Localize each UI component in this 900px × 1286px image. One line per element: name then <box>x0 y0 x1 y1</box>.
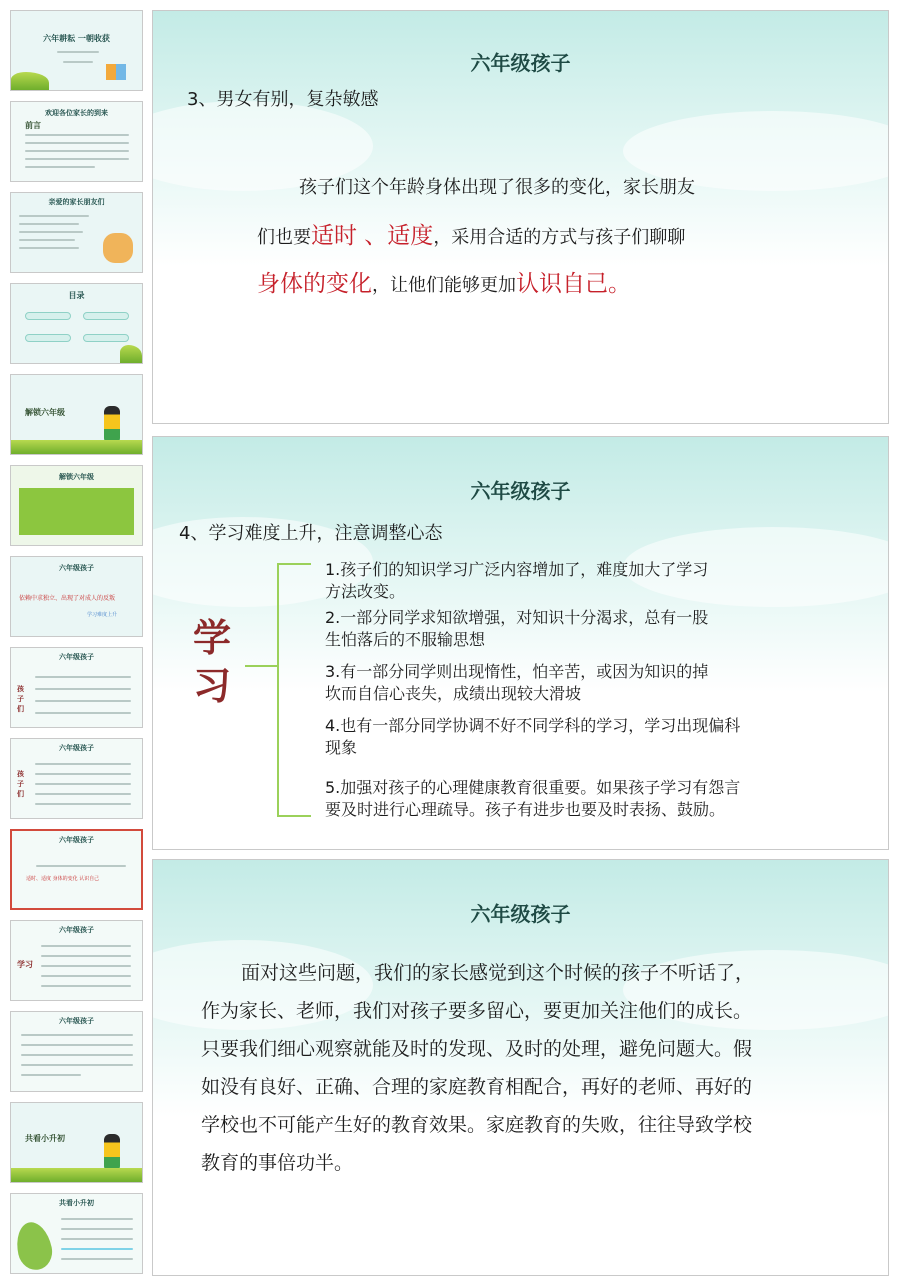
thumbnail-3[interactable] <box>10 192 143 273</box>
thumbnail-title: 六年级孩子 <box>59 564 94 572</box>
slide-title: 六年级孩子 <box>470 51 571 75</box>
thumbnail-2[interactable] <box>10 101 143 182</box>
slide-title: 六年级孩子 <box>470 902 571 926</box>
text: 们也要 <box>257 227 311 248</box>
thumbnail-5[interactable] <box>10 374 143 455</box>
thumbnail-title: 六年级孩子 <box>59 926 94 934</box>
text-line <box>41 985 131 987</box>
thumbnail-title: 六年级孩子 <box>59 653 94 661</box>
thumbnail-title: 六年级孩子 <box>59 744 94 752</box>
text-line <box>41 965 131 967</box>
text-line <box>25 134 129 136</box>
paragraph-line: 面对这些问题，我们的家长感觉到这个时候的孩子不听话了， <box>241 962 755 984</box>
text-line <box>57 51 99 53</box>
point-line: 3.有一部分同学则出现惰性，怕辛苦，或因为知识的掉 <box>325 662 709 681</box>
paragraph-line: 只要我们细心观察就能及时的发现、及时的处理，避免问题大。假 <box>201 1038 753 1060</box>
text-line <box>19 239 75 241</box>
point-line: 1.孩子们的知识学习广泛内容增加了，难度加大了学习 <box>325 560 709 579</box>
bracket-stem <box>245 665 277 667</box>
text-line <box>61 1238 133 1240</box>
study-point <box>325 607 708 651</box>
slide-parent-attention[interactable] <box>152 859 889 1276</box>
paragraph-line: 作为家长、老师，我们对孩子要多留心，要更加关注他们的成长。 <box>201 1000 753 1022</box>
text-line <box>35 773 131 775</box>
highlight-text: 身体的变化 <box>257 271 372 297</box>
text: 孩子们这个年龄身体出现了很多的变化，家长朋友 <box>299 177 695 198</box>
text-line <box>21 1054 133 1056</box>
thumbnail-red-text: 适时、适度 身体的变化 认识自己 <box>26 876 100 882</box>
kids-illustration <box>103 233 133 263</box>
thumbnail-title: 亲爱的家长朋友们 <box>48 198 105 206</box>
point-line: 现象 <box>325 738 358 757</box>
thumbnail-9[interactable] <box>10 738 143 819</box>
grass-decoration <box>11 1168 143 1182</box>
study-char: 学 <box>193 616 232 660</box>
thumbnail-title: 解锁六年级 <box>59 473 94 481</box>
point-line: 2.一部分同学求知欲增强，对知识十分渴求，总有一股 <box>325 608 709 627</box>
girl-illustration <box>104 1134 120 1172</box>
highlight-text: 认识自己 <box>516 271 608 297</box>
thumbnail-subtitle: 前言 <box>25 121 41 130</box>
thumbnail-side-word: 孩子们 <box>17 685 24 713</box>
point-line: 生怕落后的不服输思想 <box>325 630 486 649</box>
text-line <box>35 793 131 795</box>
study-point <box>325 715 740 759</box>
thumbnail-10-selected[interactable] <box>10 829 143 910</box>
thumbnail-title: 六年级孩子 <box>59 1017 94 1025</box>
section-heading: 3、男女有别，复杂敏感 <box>187 89 379 110</box>
thumbnail-4[interactable] <box>10 283 143 364</box>
thumbnail-title: 解锁六年级 <box>25 408 65 417</box>
paragraph-line <box>299 173 695 199</box>
text-line <box>41 955 131 957</box>
thumbnail-6[interactable] <box>10 465 143 546</box>
paragraph-line: 如没有良好、正确、合理的家庭教育相配合，再好的老师、再好的 <box>201 1076 753 1098</box>
text: ，采用合适的方式与孩子们聊聊 <box>433 227 686 248</box>
point-line: 4.也有一部分同学协调不好不同学科的学习，学习出现偏科 <box>325 716 741 735</box>
text-line <box>19 215 89 217</box>
thumbnail-title: 六年耕耘 一朝收获 <box>43 34 110 43</box>
text-line <box>35 763 131 765</box>
thumbnail-title: 共看小升初 <box>59 1199 94 1207</box>
text: 。 <box>608 271 631 297</box>
text-line <box>21 1044 133 1046</box>
thumbnail-7[interactable] <box>10 556 143 637</box>
text-line <box>35 803 131 805</box>
text-line <box>25 166 95 168</box>
point-line: 坎而自信心丧失，成绩出现较大滑坡 <box>325 684 582 703</box>
study-point <box>325 661 708 705</box>
study-point <box>325 777 740 821</box>
thumbnail-1[interactable] <box>10 10 143 91</box>
thumbnail-title: 六年级孩子 <box>59 836 94 844</box>
text-line <box>21 1074 81 1076</box>
text-line <box>25 142 129 144</box>
text-line <box>19 231 83 233</box>
text-line <box>61 1248 133 1250</box>
section-heading: 4、学习难度上升，注意调整心态 <box>179 523 443 544</box>
text-line <box>35 783 131 785</box>
text-line <box>35 676 131 678</box>
thumbnail-title: 目录 <box>68 291 85 300</box>
text-line <box>19 223 79 225</box>
text-line <box>61 1258 133 1260</box>
grass-decoration <box>11 440 143 454</box>
girl-illustration <box>104 406 120 444</box>
bracket <box>277 563 311 817</box>
thumbnail-14[interactable] <box>10 1193 143 1274</box>
text-line <box>61 1218 133 1220</box>
book-decoration <box>106 64 126 80</box>
text-line <box>35 700 131 702</box>
point-line: 5.加强对孩子的心理健康教育很重要。如果孩子学习有怨言 <box>325 778 741 797</box>
slide-title: 六年级孩子 <box>470 479 571 503</box>
text-line <box>61 1228 133 1230</box>
paragraph-line <box>257 217 685 250</box>
text-line <box>21 1034 133 1036</box>
thumbnail-8[interactable] <box>10 647 143 728</box>
text-line <box>19 247 79 249</box>
toc-item <box>25 334 71 342</box>
leaf-illustration <box>12 1219 55 1273</box>
study-char: 习 <box>193 663 232 708</box>
text: ，让他们能够更加 <box>372 275 516 296</box>
slide-gender-sensitivity[interactable] <box>152 10 889 424</box>
thumbnail-title: 欢迎各位家长的到来 <box>45 109 108 117</box>
thumbnail-blue-text: 学习难度上升 <box>87 612 118 618</box>
point-line: 要及时进行心理疏导。孩子有进步也要及时表扬、鼓励。 <box>325 800 726 819</box>
text-line <box>21 1064 133 1066</box>
study-point <box>325 559 708 603</box>
grass-decoration <box>120 345 142 363</box>
text-line <box>41 975 131 977</box>
text-line <box>63 61 93 63</box>
text-line <box>41 945 131 947</box>
slide-study-difficulty[interactable] <box>152 436 889 850</box>
text-line <box>35 712 131 714</box>
highlight-text: 适时 、适度 <box>311 223 434 249</box>
thumbnail-13[interactable] <box>10 1102 143 1183</box>
slide-thumbnail-panel[interactable] <box>0 0 148 1286</box>
text-line <box>36 865 126 867</box>
thumbnail-12[interactable] <box>10 1011 143 1092</box>
toc-item <box>25 312 71 320</box>
paragraph-line <box>257 265 631 298</box>
thumbnail-11[interactable] <box>10 920 143 1001</box>
grass-decoration <box>11 72 49 90</box>
green-text-card <box>19 488 134 535</box>
paragraph-line: 教育的事倍功半。 <box>201 1152 354 1174</box>
text-line <box>35 688 131 690</box>
text-line <box>25 158 129 160</box>
thumbnail-side-word: 孩子们 <box>17 770 24 798</box>
paragraph-line: 学校也不可能产生好的教育效果。家庭教育的失败，往往导致学校 <box>201 1114 753 1136</box>
thumbnail-red-text: 依赖中求独立、出现了对成人的反叛 <box>19 595 116 602</box>
thumbnail-side-word: 学习 <box>17 960 33 969</box>
point-line: 方法改变。 <box>325 582 406 601</box>
study-keyword <box>193 615 231 710</box>
toc-item <box>83 312 129 320</box>
text-line <box>25 150 129 152</box>
thumbnail-title: 共看小升初 <box>25 1134 65 1143</box>
toc-item <box>83 334 129 342</box>
